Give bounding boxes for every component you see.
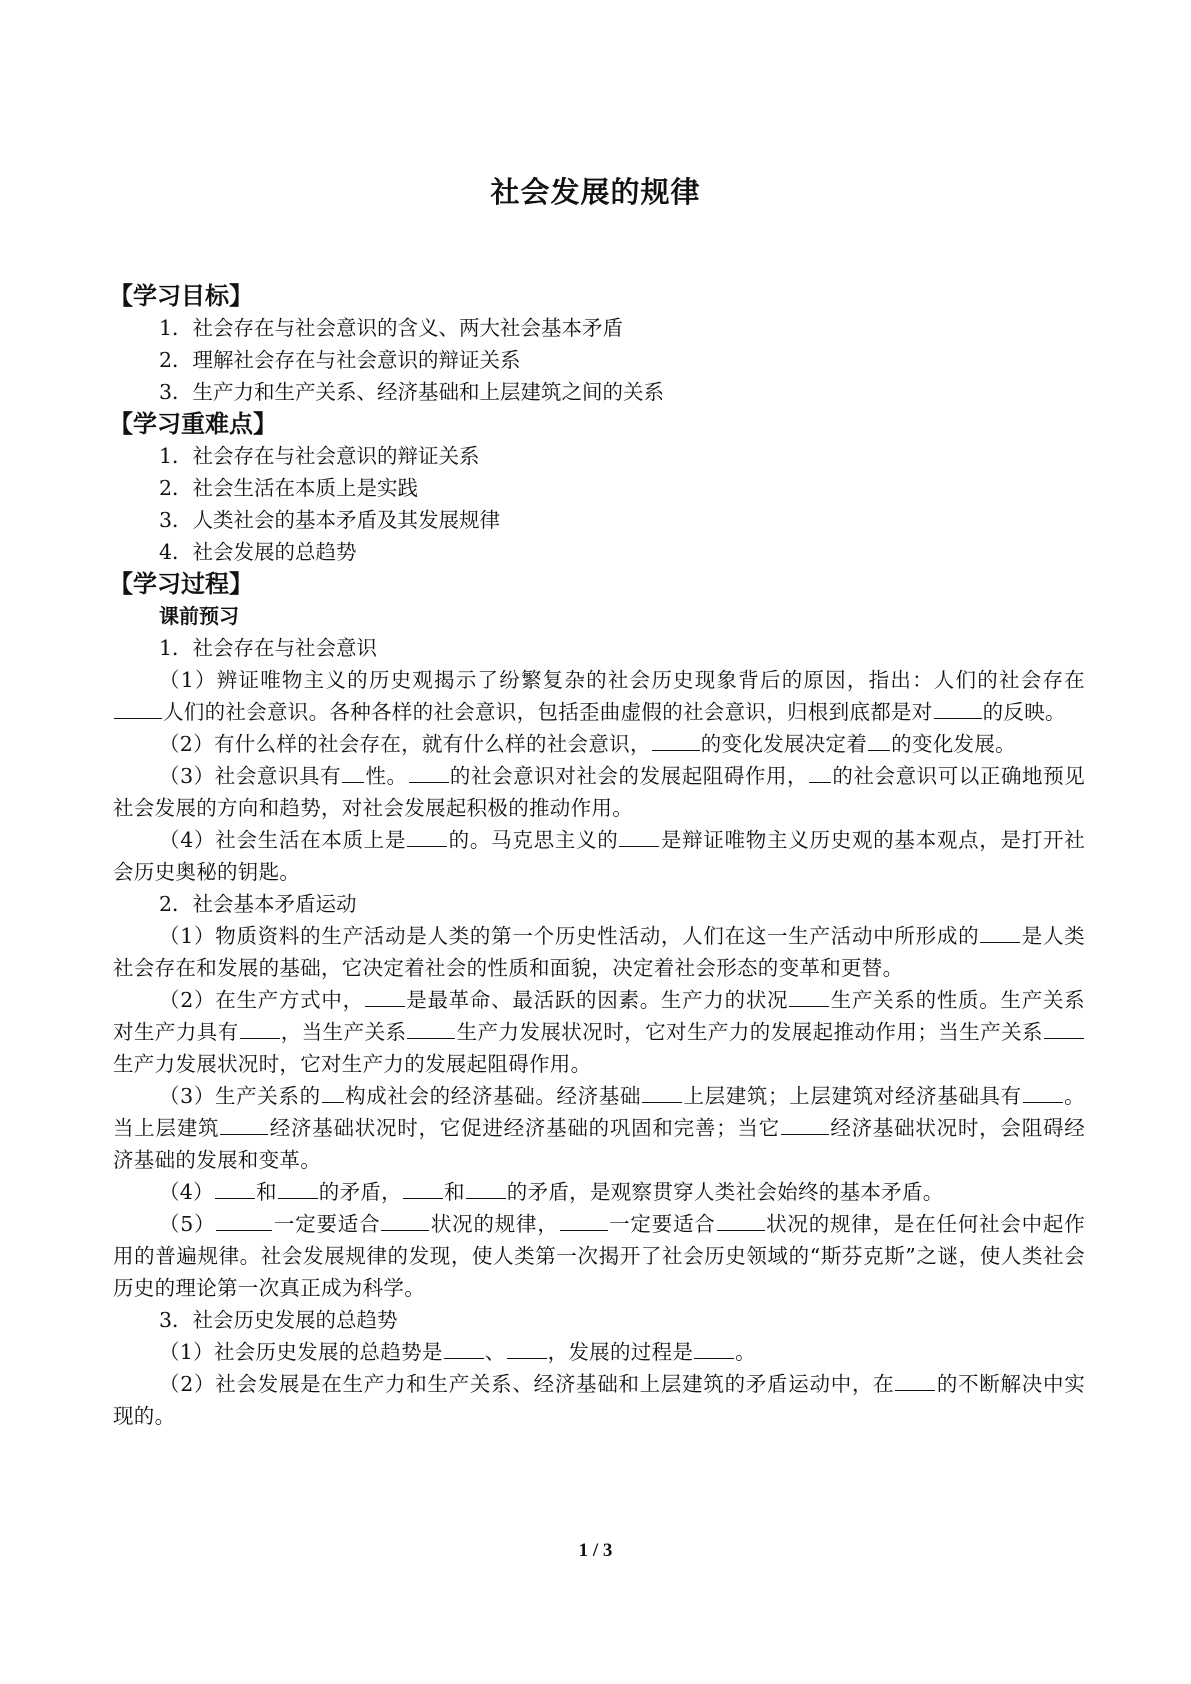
fill-blank[interactable] bbox=[789, 986, 829, 1007]
part1-paragraph-1 bbox=[113, 664, 1085, 728]
fill-blank[interactable] bbox=[560, 1210, 608, 1231]
fill-blank[interactable] bbox=[781, 1114, 829, 1135]
key-points-heading: 【学习重难点】 bbox=[109, 410, 277, 438]
part3-paragraph-1 bbox=[113, 1336, 1085, 1368]
key-point-item: 2．社会生活在本质上是实践 bbox=[159, 476, 419, 500]
text-segment: 生产力发展状况时，它对生产力的发展起推动作用；当生产关系 bbox=[456, 1020, 1043, 1044]
part1-paragraph-4 bbox=[113, 824, 1085, 888]
process-heading: 【学习过程】 bbox=[109, 570, 253, 598]
fill-blank[interactable] bbox=[694, 1338, 734, 1359]
part3-paragraph-2 bbox=[113, 1368, 1085, 1432]
text-segment: 和 bbox=[443, 1180, 465, 1204]
fill-blank[interactable] bbox=[895, 1370, 935, 1391]
objective-item: 3．生产力和生产关系、经济基础和上层建筑之间的关系 bbox=[159, 380, 665, 404]
part3-title: 3．社会历史发展的总趋势 bbox=[159, 1308, 398, 1332]
text-segment: 一定要适合 bbox=[608, 1212, 716, 1236]
key-point-item: 3．人类社会的基本矛盾及其发展规律 bbox=[159, 508, 501, 532]
fill-blank[interactable] bbox=[409, 762, 449, 783]
text-segment: 的矛盾， bbox=[318, 1180, 402, 1204]
page-number: 1 / 3 bbox=[578, 1540, 613, 1561]
text-segment: ，当生产关系 bbox=[280, 1020, 407, 1044]
text-segment: 的社会意识对社会的发展起阻碍作用， bbox=[449, 764, 809, 788]
fill-blank[interactable] bbox=[220, 1114, 268, 1135]
objective-item: 2．理解社会存在与社会意识的辩证关系 bbox=[159, 348, 521, 372]
part1-paragraph-2 bbox=[113, 728, 1085, 760]
text-segment: 。 bbox=[735, 1340, 756, 1364]
text-segment: 的矛盾，是观察贯穿人类社会始终的基本矛盾。 bbox=[506, 1180, 944, 1204]
text-segment: 性。 bbox=[365, 764, 408, 788]
text-segment: 生产力发展状况时，它对生产力的发展起阻碍作用。 bbox=[113, 1052, 592, 1076]
fill-blank[interactable] bbox=[1023, 1082, 1063, 1103]
text-segment: 上层建筑；上层建筑对经济基础具有 bbox=[683, 1084, 1022, 1108]
page-title: 社会发展的规律 bbox=[490, 175, 701, 209]
objective-item: 1．社会存在与社会意识的含义、两大社会基本矛盾 bbox=[159, 316, 624, 340]
key-point-item: 1．社会存在与社会意识的辩证关系 bbox=[159, 444, 480, 468]
fill-blank[interactable] bbox=[342, 762, 364, 783]
part2-title: 2．社会基本矛盾运动 bbox=[159, 892, 357, 916]
fill-blank[interactable] bbox=[407, 1018, 455, 1039]
text-segment: 经济基础状况时，它促进经济基础的巩固和完善；当它 bbox=[269, 1116, 780, 1140]
preview-subheading: 课前预习 bbox=[159, 604, 239, 628]
fill-blank[interactable] bbox=[717, 1210, 765, 1231]
document-body bbox=[109, 280, 1086, 1432]
part2-paragraph-2 bbox=[113, 984, 1085, 1080]
text-segment: ，发展的过程是 bbox=[547, 1340, 694, 1364]
text-segment: 状况的规律， bbox=[430, 1212, 559, 1236]
text-segment: （3）社会意识具有 bbox=[159, 764, 342, 788]
fill-blank[interactable] bbox=[652, 730, 700, 751]
fill-blank[interactable] bbox=[240, 1018, 280, 1039]
text-segment: 人们的社会意识。各种各样的社会意识，包括歪曲虚假的社会意识，归根到底都是对 bbox=[163, 700, 933, 724]
text-segment: （2）社会发展是在生产力和生产关系、经济基础和上层建筑的矛盾运动中，在 bbox=[159, 1372, 895, 1396]
text-segment: 经济基础状况时，会阻碍经济基础的发展和变革。 bbox=[113, 1116, 1086, 1172]
text-segment: （2）有什么样的社会存在，就有什么样的社会意识， bbox=[159, 732, 651, 756]
fill-blank[interactable] bbox=[216, 1210, 272, 1231]
fill-blank[interactable] bbox=[619, 826, 659, 847]
text-segment: 的社会意识可以正确地预见社会发展的方向和趋势，对社会发展起积极的推动作用。 bbox=[113, 764, 1085, 820]
text-segment: （3）生产关系的 bbox=[159, 1084, 321, 1108]
fill-blank[interactable] bbox=[466, 1178, 506, 1199]
part1-paragraph-3 bbox=[113, 760, 1085, 824]
text-segment: （1）物质资料的生产活动是人类的第一个历史性活动，人们在这一生产活动中所形成的 bbox=[159, 924, 980, 948]
key-point-item: 4．社会发展的总趋势 bbox=[159, 540, 357, 564]
text-segment: 状况的规律，是在任何社会中起作用的普遍规律。社会发展规律的发现，使人类第一次揭开了社会历史领域的“斯芬克斯”之谜，使人类社会历史的理论第一次真正成为科学。 bbox=[113, 1212, 1086, 1300]
fill-blank[interactable] bbox=[1044, 1018, 1084, 1039]
text-segment: （2）在生产方式中， bbox=[159, 988, 364, 1012]
text-segment: 的变化发展。 bbox=[891, 732, 1016, 756]
part2-paragraph-5 bbox=[113, 1208, 1085, 1304]
text-segment: 的反映。 bbox=[982, 700, 1066, 724]
text-segment: 的。马克思主义的 bbox=[448, 828, 619, 852]
part2-paragraph-3 bbox=[113, 1080, 1085, 1176]
text-segment: 、 bbox=[484, 1340, 506, 1364]
fill-blank[interactable] bbox=[365, 986, 405, 1007]
fill-blank[interactable] bbox=[444, 1338, 484, 1359]
fill-blank[interactable] bbox=[381, 1210, 429, 1231]
text-segment: 是人类社会存在和发展的基础，它决定着社会的性质和面貌，决定着社会形态的变革和更替。 bbox=[113, 924, 1085, 980]
text-segment: （1）社会历史发展的总趋势是 bbox=[159, 1340, 443, 1364]
fill-blank[interactable] bbox=[868, 730, 890, 751]
fill-blank[interactable] bbox=[403, 1178, 443, 1199]
text-segment: （5） bbox=[159, 1212, 216, 1236]
part1-title: 1．社会存在与社会意识 bbox=[159, 636, 378, 660]
fill-blank[interactable] bbox=[322, 1082, 344, 1103]
part2-paragraph-1 bbox=[113, 920, 1085, 984]
text-segment: 构成社会的经济基础。经济基础 bbox=[344, 1084, 642, 1108]
objectives-heading: 【学习目标】 bbox=[109, 282, 253, 310]
fill-blank[interactable] bbox=[114, 698, 162, 719]
part2-paragraph-4 bbox=[113, 1176, 1085, 1208]
text-segment: 。当上层建筑 bbox=[113, 1084, 1085, 1140]
text-segment: 的变化发展决定着 bbox=[700, 732, 868, 756]
fill-blank[interactable] bbox=[980, 922, 1020, 943]
text-segment: 生产关系的性质。生产关系对生产力具有 bbox=[113, 988, 1085, 1044]
text-segment: （4） bbox=[159, 1180, 214, 1204]
fill-blank[interactable] bbox=[278, 1178, 318, 1199]
text-segment: （4）社会生活在本质上是 bbox=[159, 828, 407, 852]
fill-blank[interactable] bbox=[809, 762, 831, 783]
text-segment: 是辩证唯物主义历史观的基本观点，是打开社会历史奥秘的钥匙。 bbox=[113, 828, 1085, 884]
text-segment: 和 bbox=[255, 1180, 277, 1204]
fill-blank[interactable] bbox=[642, 1082, 682, 1103]
fill-blank[interactable] bbox=[934, 698, 982, 719]
fill-blank[interactable] bbox=[507, 1338, 547, 1359]
fill-blank[interactable] bbox=[215, 1178, 255, 1199]
text-segment: 一定要适合 bbox=[273, 1212, 381, 1236]
text-segment: （1）辨证唯物主义的历史观揭示了纷繁复杂的社会历史现象背后的原因，指出：人们的社会存在 bbox=[159, 668, 1085, 692]
fill-blank[interactable] bbox=[407, 826, 447, 847]
text-segment: 的不断解决中实现的。 bbox=[113, 1372, 1085, 1428]
text-segment: 是最革命、最活跃的因素。生产力的状况 bbox=[405, 988, 789, 1012]
